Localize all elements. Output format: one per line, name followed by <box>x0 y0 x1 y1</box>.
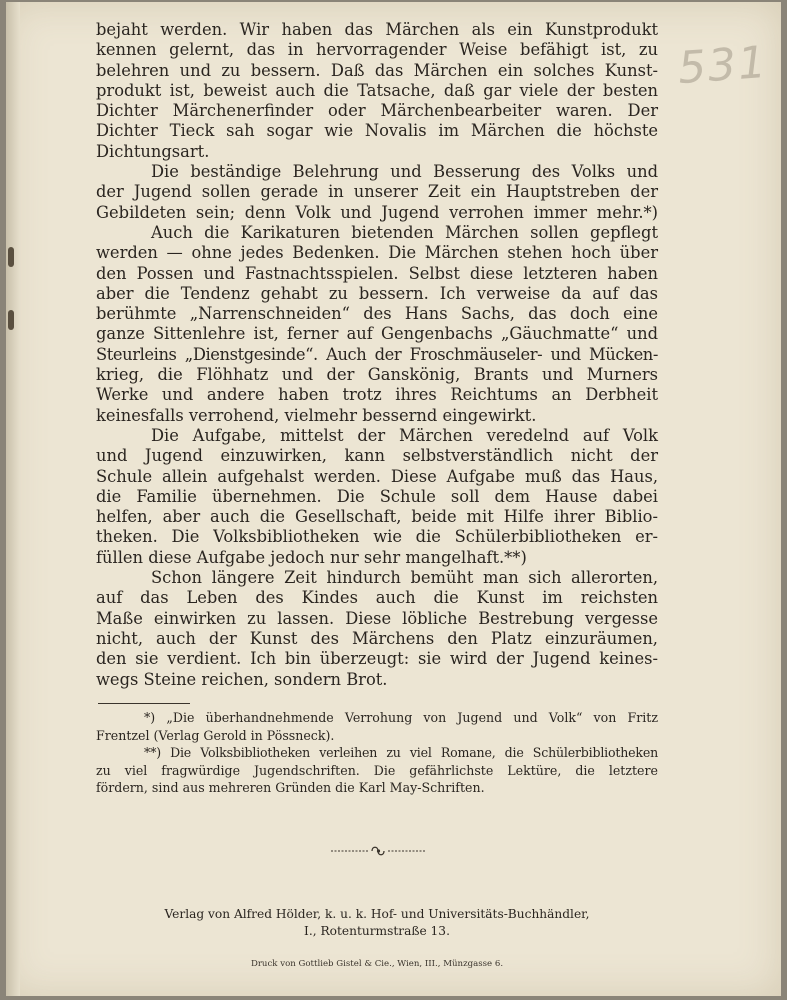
footnote-line: fördern, sind aus mehreren Gründen die Karl May-Schriften. <box>96 780 485 795</box>
footnote-rule <box>98 703 190 704</box>
footnote-line: *) „Die überhandnehmende Verrohung von Jugend und Volk“ von Fritz <box>144 710 658 725</box>
text-line: ganze Sittenlehre ist, ferner auf Gengenbachs „Gäuchmatte“ und <box>96 324 658 344</box>
decorative-divider-icon <box>331 844 426 858</box>
text-line: aber die Tendenz gehabt zu bessern. Ich verweise da auf das <box>96 283 658 303</box>
paragraph-start-line: Schon längere Zeit hindurch bemüht man sich allerorten, <box>151 568 658 588</box>
text-line: Dichter Märchenerfinder oder Märchenbearbeiter waren. Der <box>96 101 658 121</box>
paragraph-start-line: Die beständige Belehrung und Besserung des Volks und <box>151 162 658 182</box>
footnote-line: zu viel fragwürdige Jugendschriften. Die gefährlichste Lektüre, die letztere <box>96 762 658 778</box>
text-line: helfen, aber auch die Gesellschaft, beide mit Hilfe ihrer Biblio- <box>96 507 658 527</box>
body-text <box>96 20 658 690</box>
paragraph-start-line: Auch die Karikaturen bietenden Märchen sollen gepflegt <box>151 222 658 242</box>
handwritten-marginalia: 531 <box>676 36 770 95</box>
publisher-line: Verlag von Alfred Hölder, k. u. k. Hof- und Universitäts-Buchhändler, <box>164 907 590 921</box>
text-line: Steurleins „Dienstgesinde“. Auch der Froschmäuseler- und Mücken- <box>96 344 658 364</box>
text-line: Schule allein aufgehalst werden. Diese Aufgabe muß das Haus, <box>96 466 658 486</box>
text-line: wegs Steine reichen, sondern Brot. <box>96 669 388 689</box>
text-line: Dichter Tieck sah sogar wie Novalis im Märchen die höchste <box>96 121 658 141</box>
footnote-line: **) Die Volksbibliotheken verleihen zu viel Romane, die Schülerbibliotheken <box>144 745 658 760</box>
publisher-address: I., Rotenturmstraße 13. <box>304 924 450 938</box>
text-line: bejaht werden. Wir haben das Märchen als ein Kunstprodukt <box>96 20 658 39</box>
text-line: Werke und andere haben trotz ihres Reichtums an Derbheit <box>96 385 658 405</box>
text-line: krieg, die Flöhhatz und der Ganskönig, Brants und Murners <box>96 365 658 385</box>
binding-stitch <box>8 310 14 330</box>
binding-stitch <box>8 247 14 267</box>
footnote-line: Frentzel (Verlag Gerold in Pössneck). <box>96 727 335 743</box>
paragraph-start-line: Die Aufgabe, mittelst der Märchen veredelnd auf Volk <box>151 425 658 445</box>
text-line: produkt ist, beweist auch die Tatsache, daß gar viele der besten <box>96 80 658 100</box>
publisher-imprint <box>96 906 658 940</box>
text-line: auf das Leben des Kindes auch die Kunst im reichsten <box>96 588 658 608</box>
text-line: Dichtungsart. <box>96 141 210 161</box>
text-line: werden — ohne jedes Bedenken. Die Märchen stehen hoch über <box>96 243 658 263</box>
text-line: füllen diese Aufgabe jedoch nur sehr mangelhaft.**) <box>96 547 527 567</box>
text-line: Maße einwirken zu lassen. Diese löbliche Bestrebung vergesse <box>96 608 658 628</box>
text-line: die Familie übernehmen. Die Schule soll dem Hause dabei <box>96 486 658 506</box>
footnotes <box>96 709 658 797</box>
printer-imprint: Druck von Gottlieb Gistel & Cie., Wien, III., Münzgasse 6. <box>250 959 504 969</box>
text-line: den sie verdient. Ich bin überzeugt: sie wird der Jugend keines- <box>96 649 658 669</box>
text-line: und Jugend einzuwirken, kann selbstverständlich nicht der <box>96 446 658 466</box>
text-line: kennen gelernt, das in hervorragender Weise befähigt ist, zu <box>96 40 658 60</box>
text-line: Gebildeten sein; denn Volk und Jugend verrohen immer mehr.*) <box>96 202 658 222</box>
binding-edge <box>6 2 20 996</box>
text-line: den Possen und Fastnachtsspielen. Selbst diese letzteren haben <box>96 263 658 283</box>
text-line: theken. Die Volksbibliotheken wie die Schülerbibliotheken er- <box>96 527 658 547</box>
text-line: der Jugend sollen gerade in unserer Zeit ein Hauptstreben der <box>96 182 658 202</box>
text-line: belehren und zu bessern. Daß das Märchen ein solches Kunst- <box>96 60 658 80</box>
text-line: nicht, auch der Kunst des Märchens den Platz einzuräumen, <box>96 628 658 648</box>
text-line: keinesfalls verrohend, vielmehr bessernd eingewirkt. <box>96 405 537 425</box>
text-line: berühmte „Narrenschneiden“ des Hans Sachs, das doch eine <box>96 304 658 324</box>
document-page <box>6 2 781 996</box>
